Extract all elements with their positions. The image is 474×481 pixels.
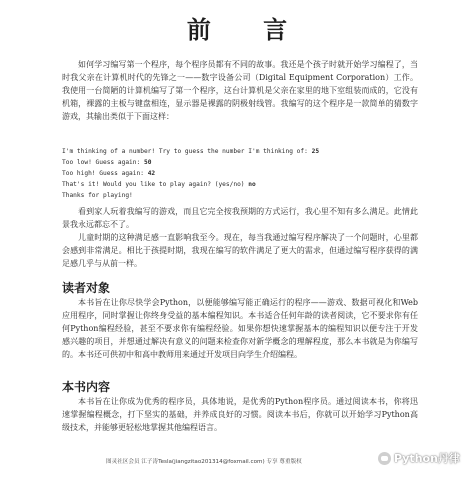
code-line-text: Thanks for playing!	[62, 192, 133, 199]
code-line	[62, 190, 418, 201]
code-line-text: I'm thinking of a number! Try to guess the number I'm thinking of:	[62, 148, 312, 155]
code-line	[62, 146, 418, 157]
section-heading-readers: 读者对象	[62, 281, 111, 295]
content-paragraph: 本书旨在让你成为优秀的程序员，具体地说，是优秀的Python程序员。通过阅读本书，你将迅速掌握编程概念，打下坚实的基础，并养成良好的习惯。阅读本书后，你就可以开始学习Python高级技术，并能够更轻松地掌握其他编程语言。	[62, 397, 418, 432]
intro-paragraph-3: 儿童时期的这种满足感一直影响我至今。现在，每当我通过编写程序解决了一个问题时，心里都会感到非常满足。相比于孩提时期，我现在编写的软件满足了更大的需求，但通过编写程序获得的满足感几乎与从前一样。	[62, 233, 418, 268]
watermark	[378, 450, 460, 466]
code-line-input: no	[248, 181, 256, 188]
code-line-input: 42	[147, 170, 156, 177]
copyright-footer: 图灵社区会员 江子涛Tesla(jiangzitao201314@foxmail.com) 专享 尊重版权	[106, 459, 302, 465]
code-line	[62, 157, 418, 168]
code-line	[62, 179, 418, 190]
intro-paragraph-2: 看到家人玩着我编写的游戏，而且它完全按我预期的方式运行，我心里不知有多么满足。此情此景我永远都忘不了。	[62, 207, 418, 229]
code-line	[62, 168, 418, 179]
page-title: 前 言	[186, 16, 310, 44]
code-line-input: 50	[143, 159, 152, 166]
readers-paragraph: 本书旨在让你尽快学会Python，以便能够编写能正确运行的程序——游戏、数据可视化和Web应用程序，同时掌握让你终身受益的基本编程知识。本书适合任何年龄的读者阅读，它不要求你有任何Python编程经验，甚至不要求你有编程经验。如果你想快速掌握基本的编程知识以便专注于开发感兴趣的项目，并想通过解决有意义的问题来检查你对新学概念的理解程度，那么本书就是为你编写的。本书还可供初中和高中教师用来通过开发项目向学生介绍编程。	[62, 298, 418, 359]
watermark-text: Python丹律	[394, 452, 460, 465]
section-heading-content: 本书内容	[62, 380, 111, 394]
code-line-text: Too low! Guess again:	[62, 159, 144, 166]
code-line-text: Too high! Guess again:	[62, 170, 148, 177]
wechat-icon	[378, 452, 391, 465]
code-line-input: 25	[311, 148, 320, 155]
code-sample	[62, 146, 418, 201]
intro-paragraph-1: 如何学习编写第一个程序，每个程序员都有不同的故事。我还是个孩子时就开始学习编程了，当时我父亲在计算机时代的先锋之一——数字设备公司（Digital Equipment Corporation）工作。我使用一台简陋的计算机编写了第一个程序，这台计算机是父亲在家里的地下室组装而成的，它没有机箱，裸露的主板与键盘相连，显示器是裸露的阴极射线管。我编写的这个程序是一款简单的猜数字游戏，其输出类似于下面这样：	[62, 60, 418, 121]
code-line-text: That's it! Would you like to play again? (yes/no)	[62, 181, 249, 188]
